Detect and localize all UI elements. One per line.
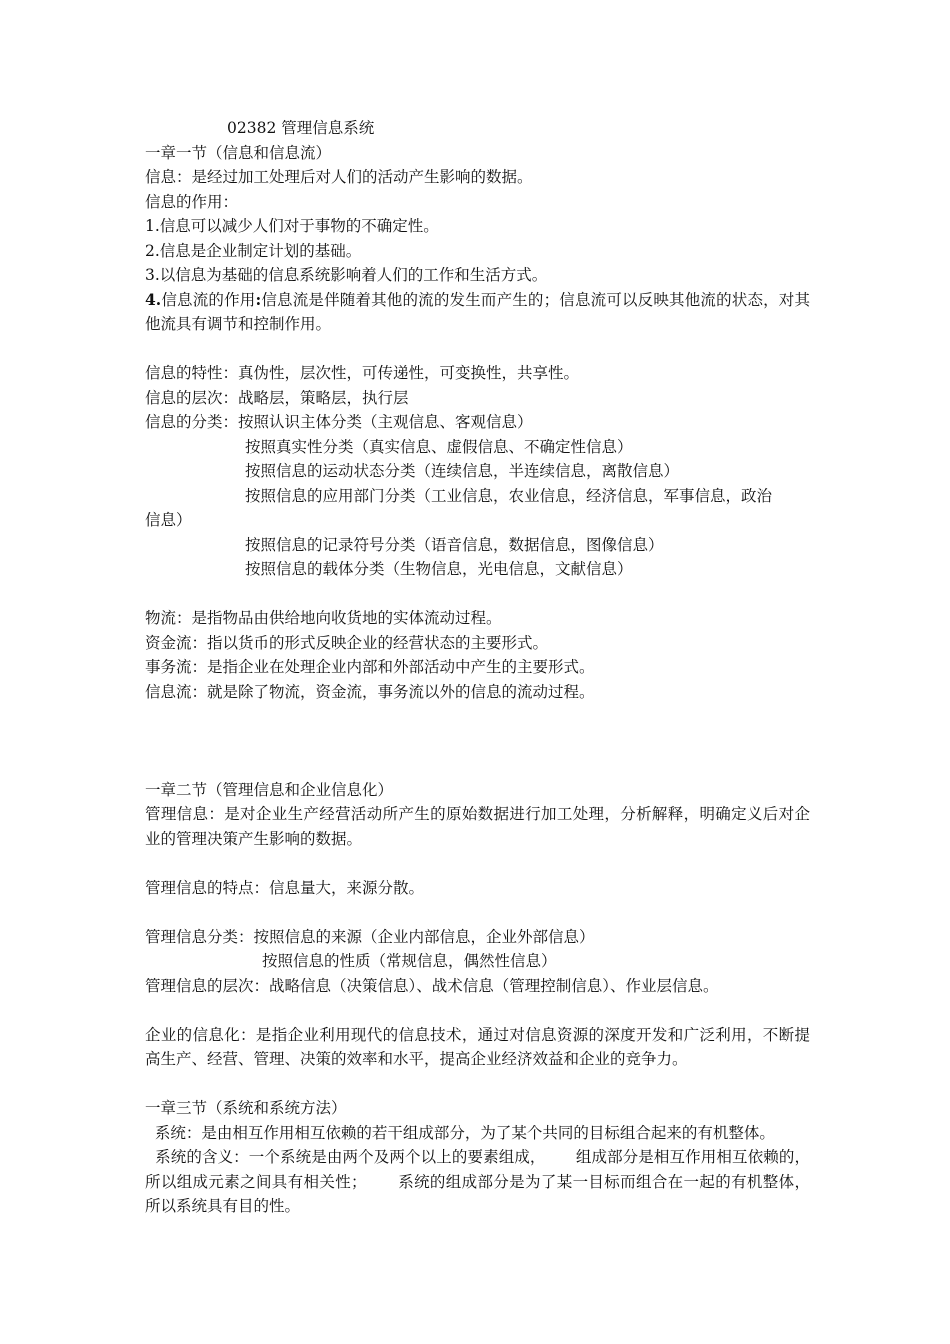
information-class-4-continued: 信息）	[145, 511, 192, 529]
flow-capital: 资金流：指以货币的形式反映企业的经营状态的主要形式。	[145, 633, 549, 652]
information-definition: 信息：是经过加工处理后对人们的活动产生影响的数据。	[145, 168, 533, 186]
blank-line	[145, 753, 810, 778]
information-class-6: 按照信息的载体分类（生物信息，光电信息，文献信息）	[245, 560, 633, 578]
management-info-levels: 管理信息的层次：战略信息（决策信息）、战术信息（管理控制信息）、作业层信息。	[145, 976, 719, 995]
flow-material: 物流：是指物品由供给地向收货地的实体流动过程。	[145, 609, 502, 627]
information-roles-label: 信息的作用：	[145, 192, 239, 211]
flow-transaction: 事务流：是指企业在处理企业内部和外部活动中产生的主要形式。	[145, 658, 595, 676]
information-levels: 信息的层次：战略层，策略层，执行层	[145, 388, 409, 407]
section-heading-1-3: 一章三节（系统和系统方法）	[145, 1099, 347, 1117]
blank-line	[145, 998, 810, 1023]
blank-line	[145, 582, 810, 607]
role-4-text: 信息流是伴随着其他的流的发生而产生的；信息流可以反映其他流的状态，对其他流具有调节和控制作用。	[145, 290, 810, 333]
blank-lines	[145, 704, 810, 753]
role-4-label: 信息流的作用	[161, 290, 256, 309]
information-role-3: 3.以信息为基础的信息系统影响着人们的工作和生活方式。	[145, 266, 548, 284]
role-4-colon: :	[255, 289, 262, 309]
system-definition: 系统：是由相互作用相互依赖的若干组成部分，为了某个共同的目标组合起来的有机整体。	[145, 1123, 775, 1142]
management-info-class-1: 管理信息分类：按照信息的来源（企业内部信息，企业外部信息）	[145, 927, 595, 946]
role-4-number: 4.	[145, 289, 162, 309]
blank-line	[145, 1072, 810, 1097]
information-class-5: 按照信息的记录符号分类（语音信息，数据信息，图像信息）	[245, 535, 664, 554]
management-info-class-2: 按照信息的性质（常规信息，偶然性信息）	[262, 952, 557, 970]
enterprise-informatization: 企业的信息化：是指企业利用现代的信息技术，通过对信息资源的深度开发和广泛利用，不断提高生产、经营、管理、决策的效率和水平，提高企业经济效益和企业的竞争力。	[145, 1025, 810, 1068]
system-meaning: 系统的含义：一个系统是由两个及两个以上的要素组成， 组成部分是相互作用相互依赖的，所以组成元素之间具有相关性； 系统的组成部分是为了某一目标而组合在一起的有机整体，所以系统具有目的性。	[145, 1148, 810, 1215]
document-title: 02382 管理信息系统	[227, 119, 375, 137]
information-role-2: 2.信息是企业制定计划的基础。	[145, 241, 362, 260]
management-info-definition: 管理信息：是对企业生产经营活动所产生的原始数据进行加工处理，分析解释，明确定义后对企业的管理决策产生影响的数据。	[145, 805, 810, 848]
blank-line	[145, 337, 810, 362]
information-class-2: 按照真实性分类（真实信息、虚假信息、不确定性信息）	[245, 437, 633, 456]
information-class-3: 按照信息的运动状态分类（连续信息，半连续信息，离散信息）	[245, 462, 680, 480]
blank-line	[145, 851, 810, 876]
management-info-traits: 管理信息的特点：信息量大，来源分散。	[145, 878, 425, 897]
document-body	[145, 116, 810, 1219]
flow-information: 信息流：就是除了物流，资金流，事务流以外的信息的流动过程。	[145, 682, 595, 701]
information-role-1: 1.信息可以减少人们对于事物的不确定性。	[145, 217, 439, 235]
information-class-1: 信息的分类：按照认识主体分类（主观信息、客观信息）	[145, 413, 533, 431]
section-heading-1-1: 一章一节（信息和信息流）	[145, 143, 332, 162]
section-heading-1-2: 一章二节（管理信息和企业信息化）	[145, 780, 394, 799]
information-traits: 信息的特性：真伪性，层次性，可传递性，可变换性，共享性。	[145, 364, 580, 382]
information-role-4	[145, 288, 810, 337]
blank-line	[145, 900, 810, 925]
information-class-4: 按照信息的应用部门分类（工业信息，农业信息，经济信息，军事信息，政治	[245, 486, 773, 505]
